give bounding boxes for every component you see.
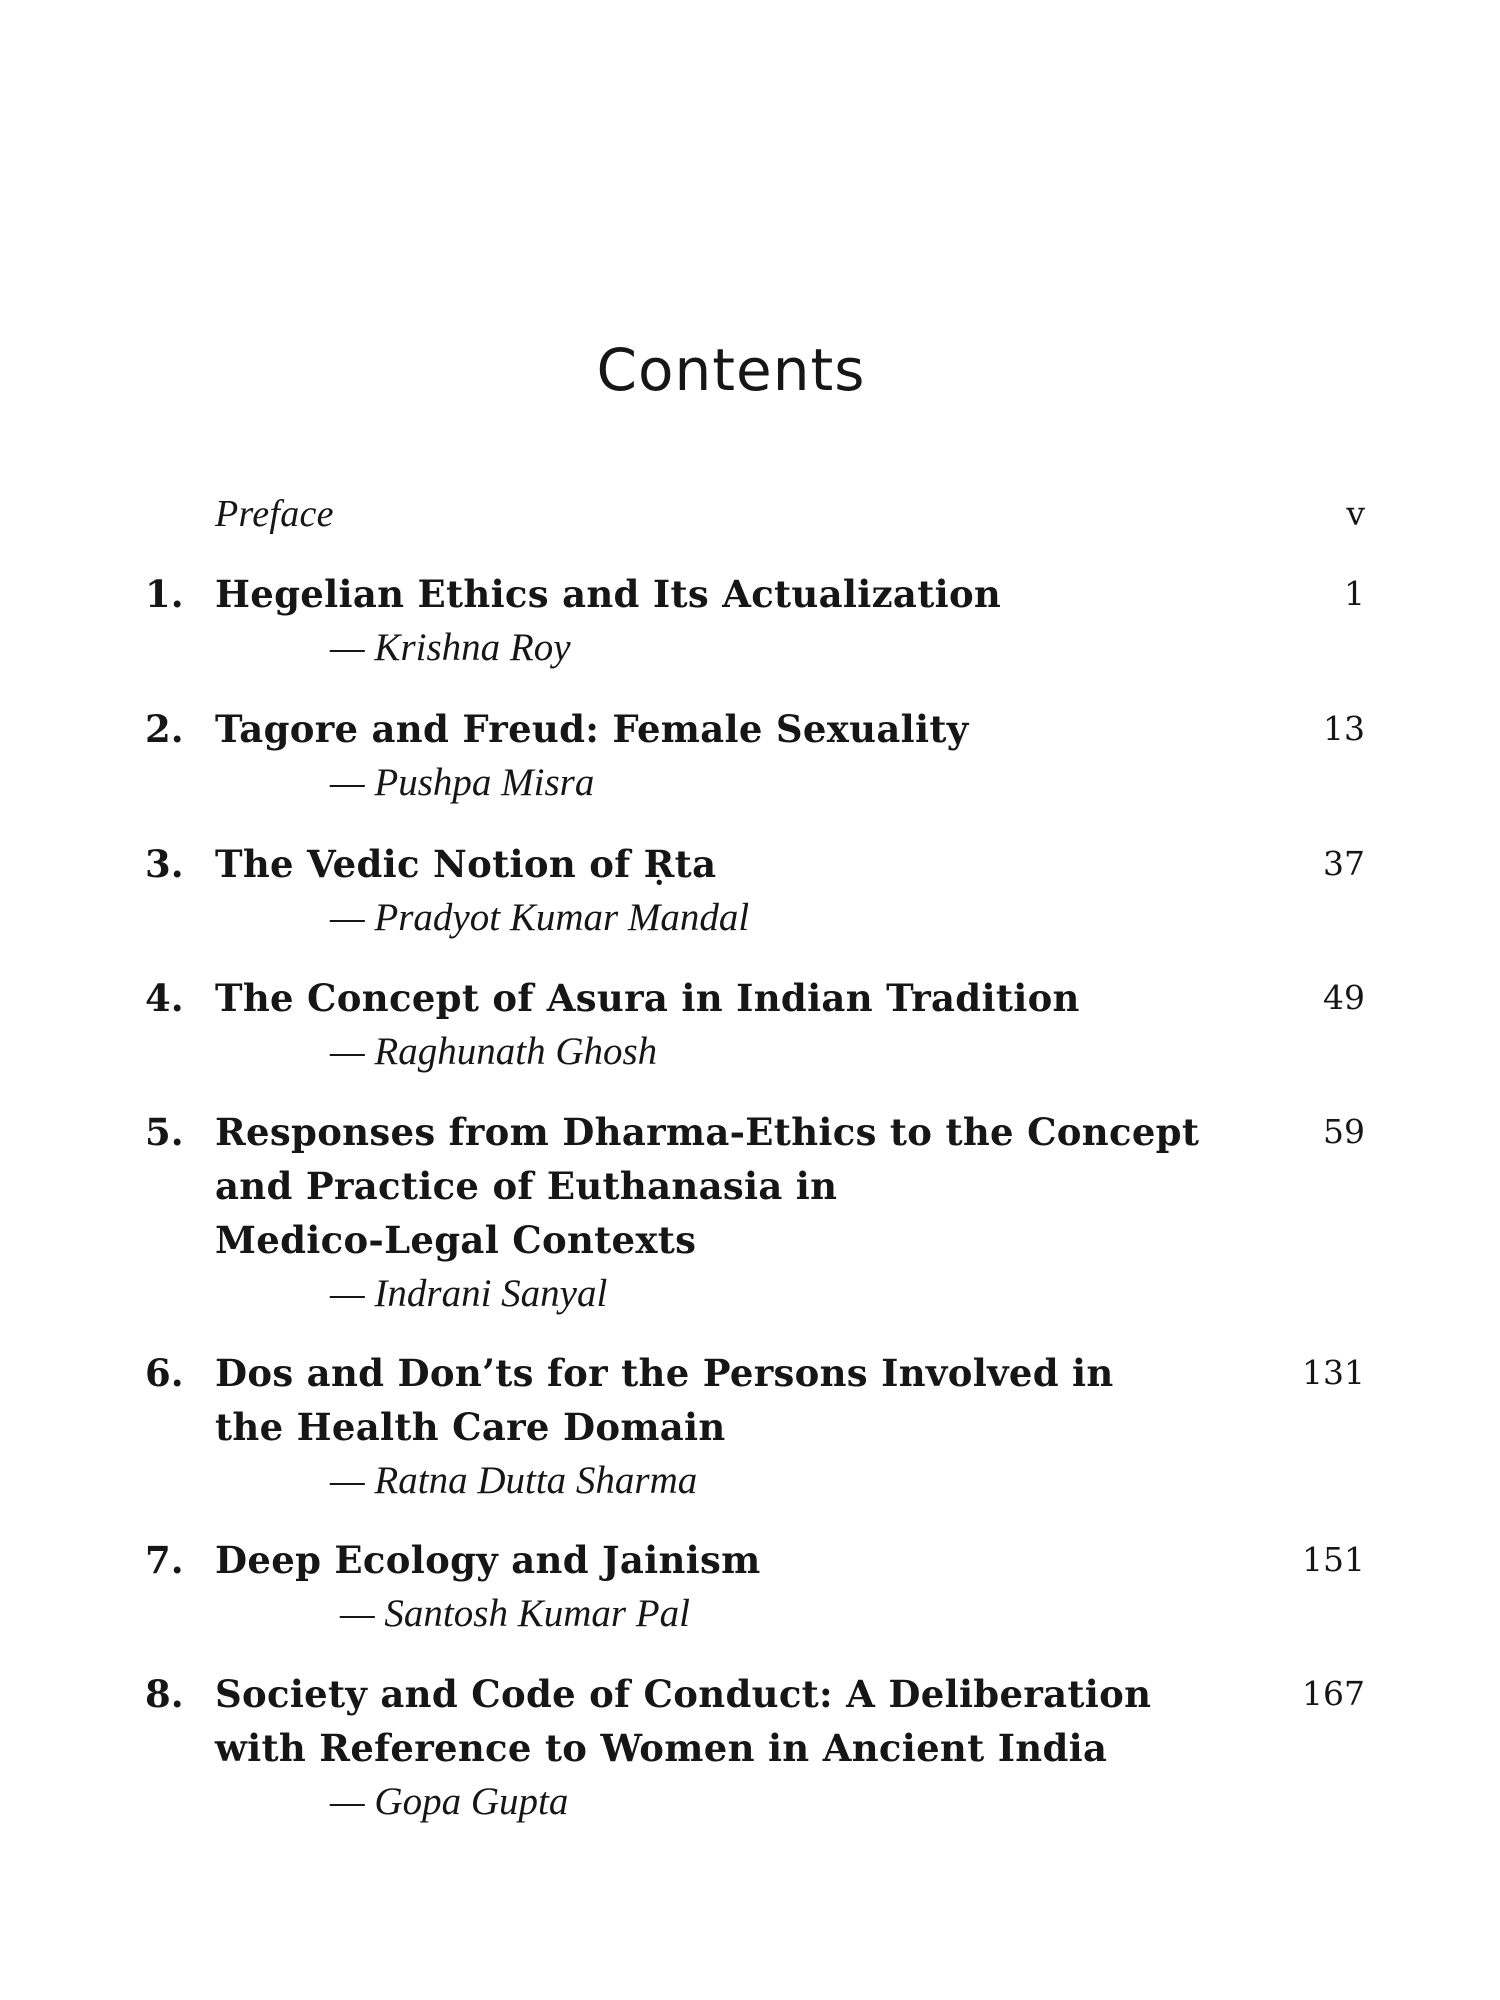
entry-title-line: and Practice of Euthanasia in	[215, 1164, 838, 1208]
toc-entry-2[interactable]	[145, 702, 1365, 810]
entry-title-line: the Health Care Domain	[215, 1405, 726, 1449]
toc-entry-row	[145, 1667, 1365, 1775]
entry-title: Hegelian Ethics and Its Actualization	[215, 572, 1002, 616]
entry-title	[215, 1105, 1215, 1267]
entry-number: 4.	[145, 976, 184, 1020]
preface-page-number: v	[1346, 494, 1365, 533]
toc-entry-row	[145, 702, 1365, 756]
toc-entry-row	[145, 837, 1365, 891]
entry-page-number: 131	[1302, 1353, 1365, 1392]
entry-number: 6.	[145, 1351, 184, 1395]
entry-page-number: 1	[1344, 574, 1365, 613]
toc-entry-8[interactable]	[145, 1667, 1365, 1829]
entry-page-number: 167	[1302, 1674, 1365, 1713]
entry-author: — Gopa Gupta	[330, 1780, 569, 1823]
entry-page-number: 151	[1302, 1540, 1365, 1579]
entry-number: 8.	[145, 1672, 184, 1716]
entry-number: 3.	[145, 842, 184, 886]
entry-title: The Vedic Notion of Ṛta	[215, 842, 717, 886]
toc-entry-row	[145, 487, 1365, 541]
entry-page-number: 37	[1323, 844, 1365, 883]
entry-title-line: Society and Code of Conduct: A Deliberation	[215, 1672, 1152, 1716]
entry-title: Tagore and Freud: Female Sexuality	[215, 707, 969, 751]
toc-entry-row	[145, 567, 1365, 621]
toc-entry-3[interactable]	[145, 837, 1365, 945]
entry-author: — Raghunath Ghosh	[330, 1030, 658, 1073]
toc-entry-row	[145, 1105, 1365, 1267]
toc-entry-row	[145, 1533, 1365, 1587]
entry-number: 1.	[145, 572, 184, 616]
entry-title-line: Dos and Don’ts for the Persons Involved in	[215, 1351, 1114, 1395]
entry-number: 7.	[145, 1538, 184, 1582]
entry-author: — Pushpa Misra	[330, 761, 595, 804]
toc-entry-6[interactable]	[145, 1346, 1365, 1508]
toc-entry-5[interactable]	[145, 1105, 1365, 1321]
entry-author: — Santosh Kumar Pal	[340, 1592, 690, 1635]
entry-page-number: 59	[1323, 1112, 1365, 1151]
entry-author: — Krishna Roy	[330, 626, 571, 669]
entry-number: 5.	[145, 1110, 184, 1154]
entry-title-line: Responses from Dharma-Ethics to the Concept	[215, 1110, 1200, 1154]
toc-entry-4[interactable]	[145, 971, 1365, 1079]
entry-author: — Pradyot Kumar Mandal	[330, 896, 750, 939]
toc-entry-1[interactable]	[145, 567, 1365, 675]
toc-entry-row	[145, 1346, 1365, 1454]
toc-entry-preface[interactable]	[145, 487, 1365, 541]
entry-page-number: 49	[1323, 978, 1365, 1017]
entry-page-number: 13	[1323, 709, 1365, 748]
entry-title: The Concept of Asura in Indian Tradition	[215, 976, 1080, 1020]
entry-author: — Indrani Sanyal	[330, 1272, 608, 1315]
toc-entry-row	[145, 971, 1365, 1025]
entry-title: Deep Ecology and Jainism	[215, 1538, 761, 1582]
entry-author: — Ratna Dutta Sharma	[330, 1459, 698, 1502]
preface-label: Preface	[215, 493, 334, 535]
entry-title	[215, 1346, 1215, 1454]
entry-title	[215, 1667, 1215, 1775]
entry-title-line: Medico-Legal Contexts	[215, 1218, 697, 1262]
toc-entry-7[interactable]	[145, 1533, 1365, 1641]
entry-number: 2.	[145, 707, 184, 751]
entry-title-line: with Reference to Women in Ancient India	[215, 1726, 1108, 1770]
page-title: Contents	[596, 336, 866, 404]
